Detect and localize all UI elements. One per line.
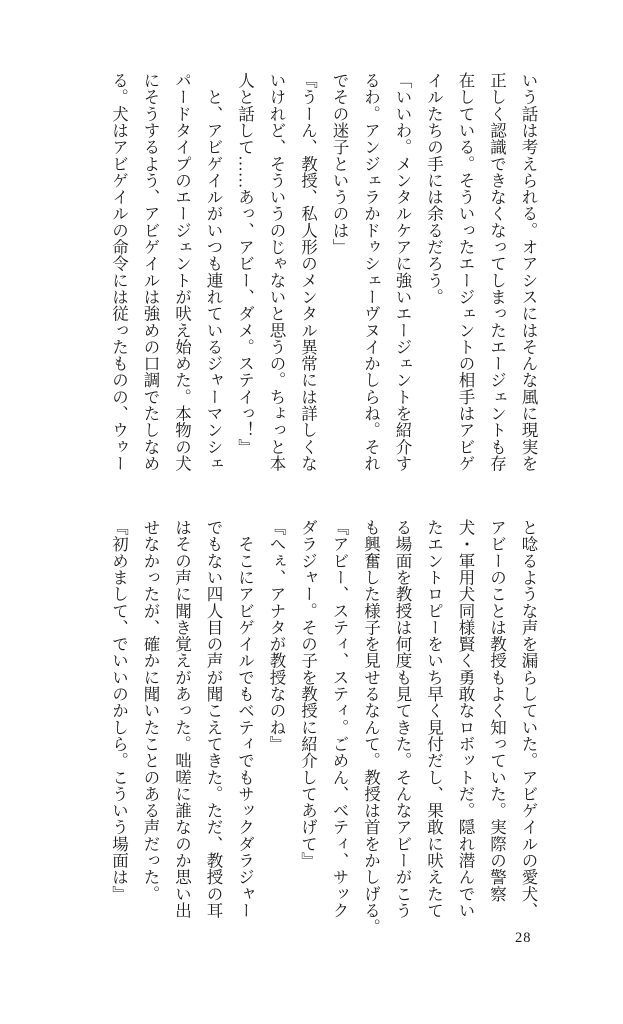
- text-column: パードタイプのエージェントが吠え始めた。本物の犬: [172, 72, 192, 472]
- text-column: でもない四人目の声が聞こえてきた。ただ、教授の耳: [204, 519, 223, 919]
- text-column: るわ。アンジェラかドゥシェーヴヌイかしらね。それ: [361, 72, 381, 472]
- text-column: イルたちの手には余るだろう。: [424, 72, 444, 306]
- lower-text-block: [103, 519, 544, 936]
- text-column: 犬・軍用犬同様賢く勇敢なロボットだ。隠れ潜んでい: [456, 519, 475, 919]
- text-column: 『へぇ、アナタが教授なのね』: [267, 519, 286, 753]
- text-column: 人と話して……あっ、アビー、ダメ。ステイっ！』: [235, 72, 255, 455]
- text-column: ダラジャー。その子を教授に紹介してあげて』: [298, 519, 318, 869]
- text-column: いけれど、そういうのじゃないと思うの。ちょっと本: [267, 72, 286, 472]
- text-column: 『初めまして、でいいのかしら。こういう場面は』: [109, 519, 129, 902]
- text-column: いう話は考えられる。オアシスにはそんな風に現実を: [519, 72, 538, 472]
- text-column: と唸るような声を漏らしていた。アビゲイルの愛犬、: [519, 519, 538, 919]
- text-column: 『うーん、教授、私人形のメンタル異常には詳しくな: [298, 72, 318, 472]
- text-column: せなかったが、確かに聞いたことのある声だった。: [141, 519, 160, 902]
- text-column: る。犬はアビゲイルの命令には従ったものの、ウゥー: [109, 72, 129, 472]
- text-column: 『アビー、スティ、スティ。ごめん、ベティ、サック: [330, 519, 349, 919]
- text-column: はその声に聞き覚えがあった。咄嗟に誰なのか思い出: [172, 519, 192, 919]
- text-column: たエントロピーをいち早く見付だし、果敢に吠えたて: [424, 519, 444, 919]
- text-column: る場面を教授は何度も見てきた。そんなアビーがこう: [393, 519, 412, 919]
- upper-text-block: [103, 72, 544, 476]
- page-number: 28: [515, 930, 532, 946]
- text-column: 「いいわ。メンタルケアに強いエージェントを紹介す: [393, 72, 412, 472]
- text-column: 正しく認識できなくなってしまったエージェントも存: [487, 72, 507, 472]
- text-column: にそうするよう、アビゲイルは強めの口調でたしなめ: [141, 72, 160, 472]
- text-column: 在している。そういったエージェントの相手はアビゲ: [456, 72, 475, 472]
- text-column: でその迷子というのは」: [330, 72, 349, 256]
- text-column: アビーのことは教授もよく知っていた。実際の警察: [487, 519, 507, 902]
- text-column: も興奮した様子を見せるなんて。教授は首をかしげる。: [361, 519, 381, 936]
- text-column: そこにアビゲイルでもベティでもサックダラジャー: [235, 519, 255, 919]
- text-column: と、アビゲイルがいつも連れているジャーマンシェ: [204, 72, 223, 472]
